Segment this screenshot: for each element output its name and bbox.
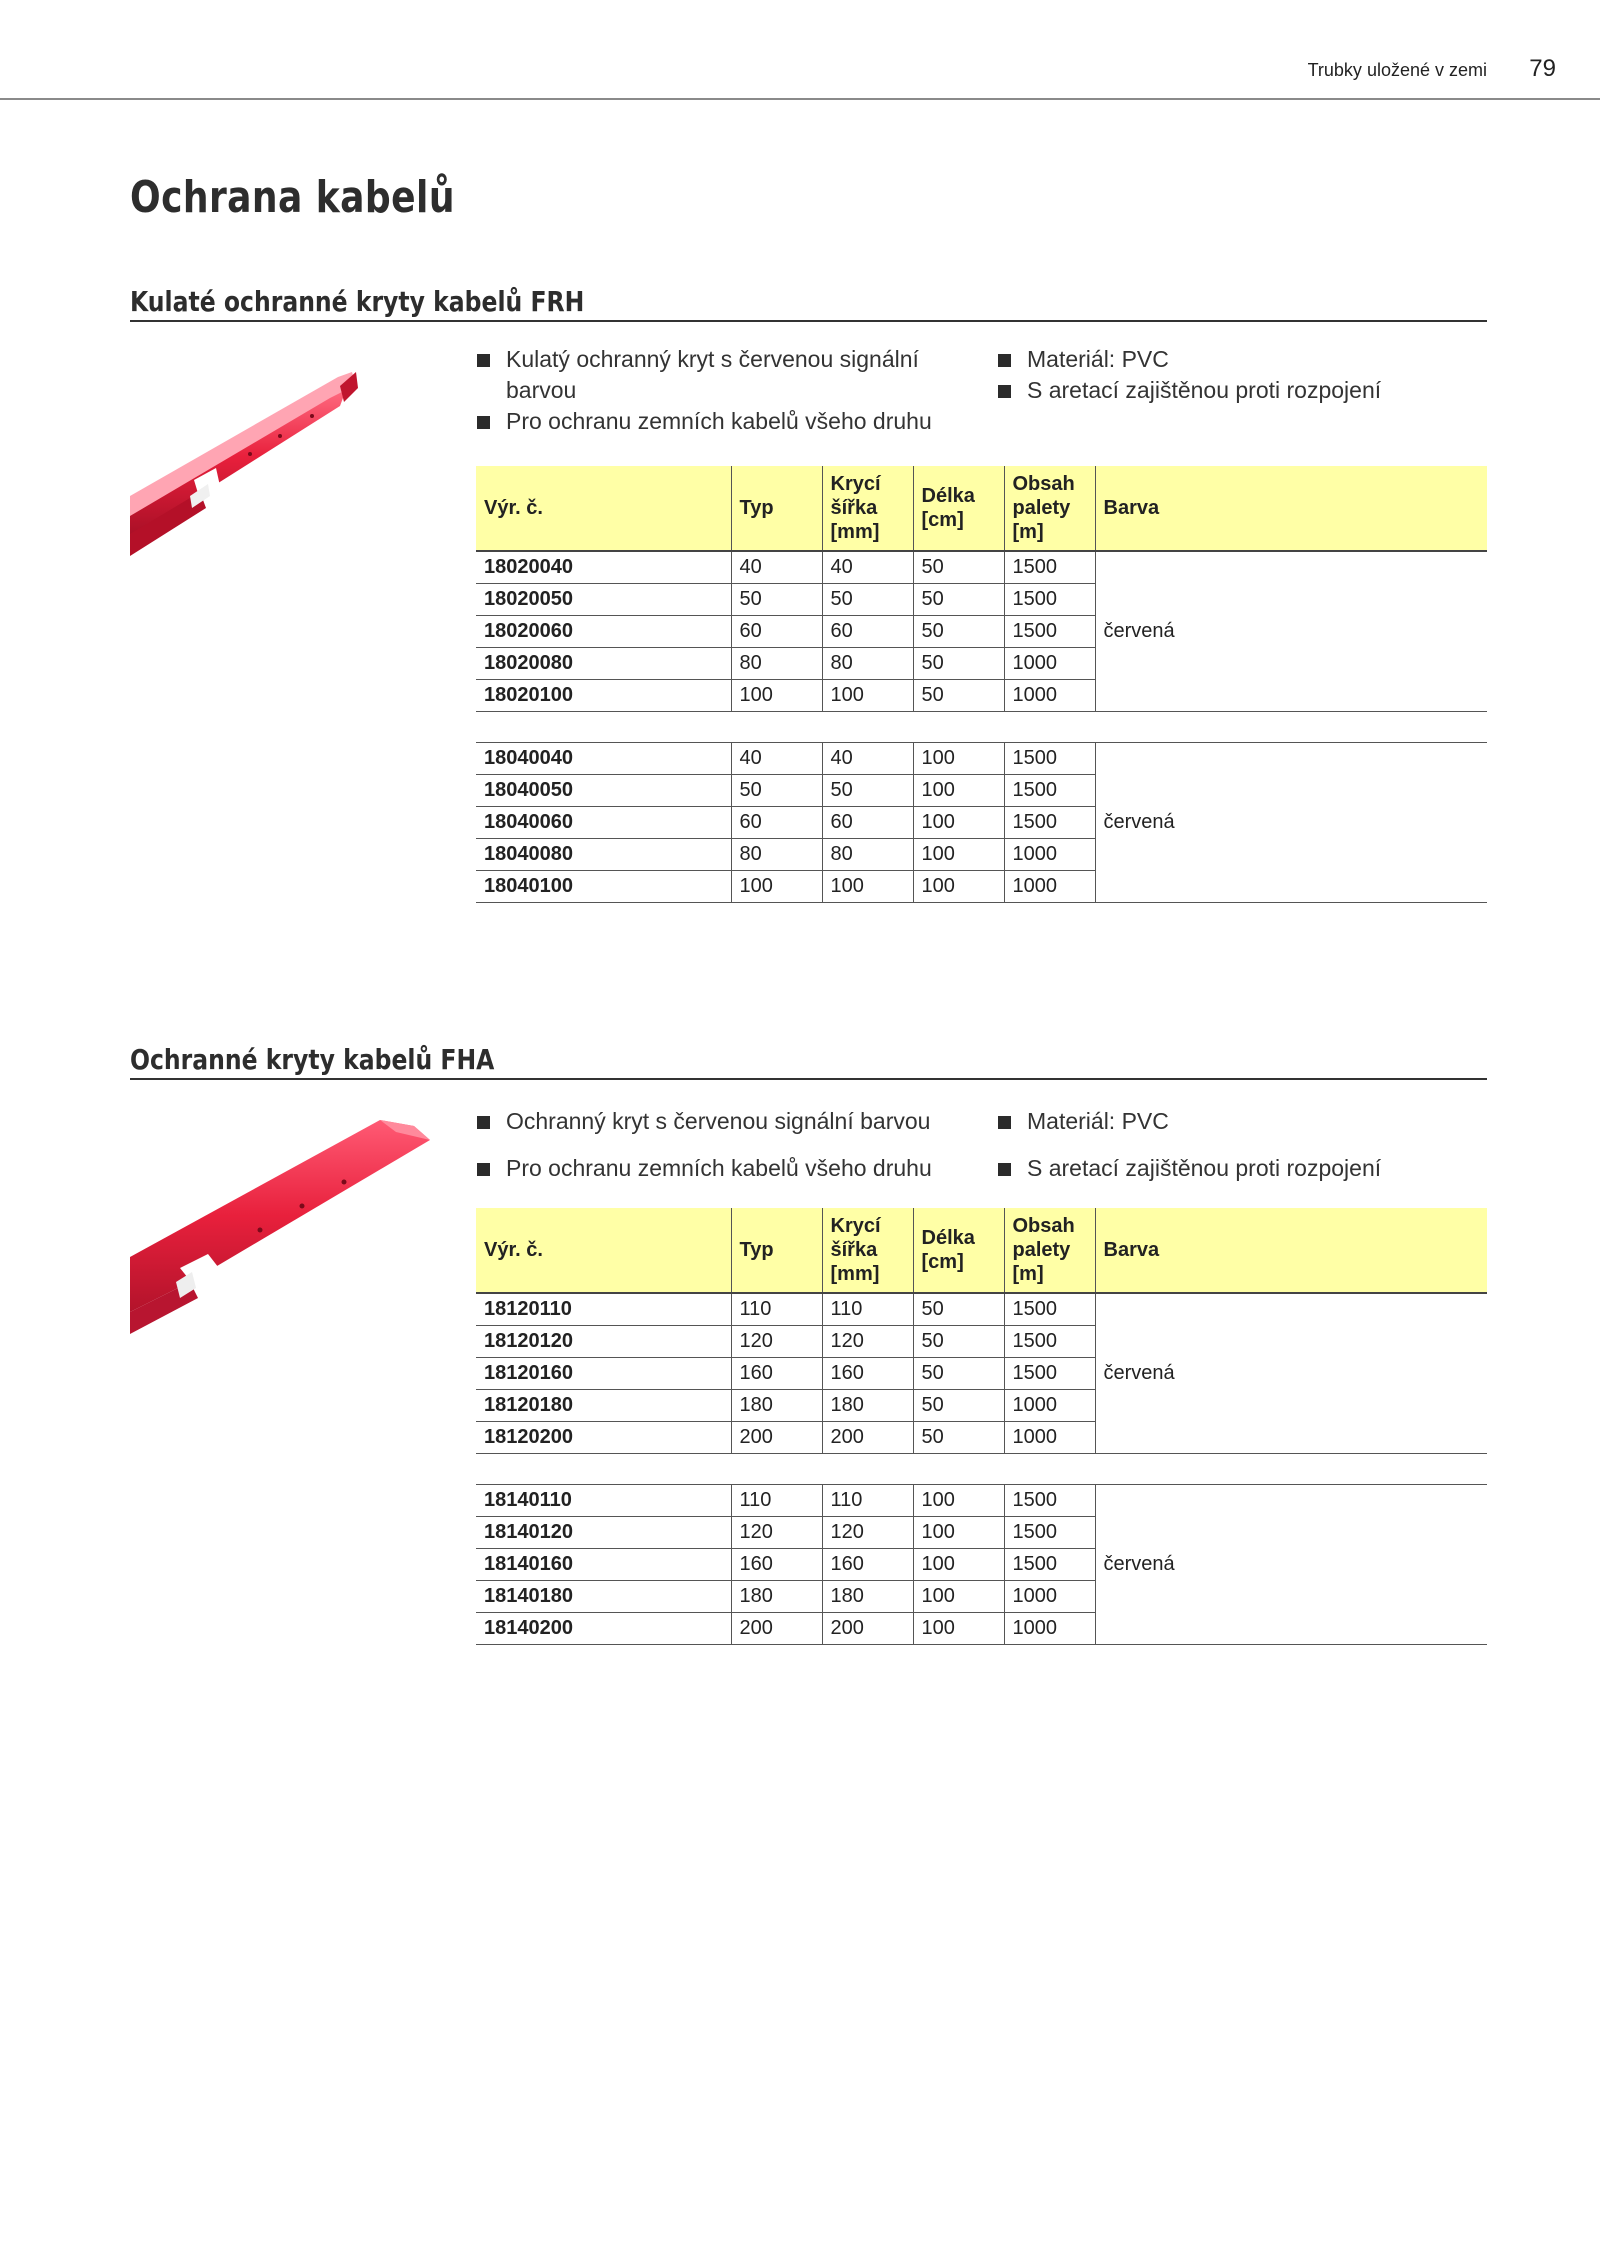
table-cell: 50 — [913, 648, 1004, 680]
table-cell: 110 — [731, 1293, 822, 1326]
table-cell: 60 — [822, 616, 913, 648]
flat-cable-cover-image — [130, 1112, 446, 1352]
table-cell: 100 — [731, 871, 822, 903]
article-number-cell: 18040050 — [476, 775, 731, 807]
table-cell: 1500 — [1004, 616, 1095, 648]
table-cell: 180 — [822, 1390, 913, 1422]
table-cell: 1500 — [1004, 743, 1095, 775]
table-cell: 100 — [913, 871, 1004, 903]
column-header: Barva — [1095, 1208, 1487, 1293]
table-cell: 60 — [731, 616, 822, 648]
table-cell: 120 — [822, 1326, 913, 1358]
section-title: Kulaté ochranné kryty kabelů FRH — [130, 282, 1487, 322]
table-cell: 40 — [822, 551, 913, 584]
table-row — [476, 1485, 1487, 1517]
table-cell: 200 — [731, 1422, 822, 1454]
feature-item: S aretací zajištěnou proti rozpojení — [997, 1153, 1507, 1184]
table-cell: 1500 — [1004, 1358, 1095, 1390]
article-number-cell: 18120120 — [476, 1326, 731, 1358]
table-cell: 50 — [913, 584, 1004, 616]
column-header: Krycí šířka [mm] — [822, 1208, 913, 1293]
page-number: 79 — [1529, 55, 1556, 82]
table-cell: 110 — [731, 1485, 822, 1517]
color-cell: červená — [1095, 743, 1487, 903]
table-cell: 200 — [822, 1422, 913, 1454]
table-cell: 120 — [731, 1326, 822, 1358]
table-cell: 1000 — [1004, 871, 1095, 903]
table-cell: 100 — [913, 743, 1004, 775]
color-cell: červená — [1095, 1293, 1487, 1454]
feature-item: Pro ochranu zemních kabelů všeho druhu — [476, 1153, 986, 1184]
table-cell: 100 — [913, 807, 1004, 839]
table-cell: 100 — [913, 1549, 1004, 1581]
table-cell: 50 — [913, 616, 1004, 648]
table-cell: 50 — [913, 1422, 1004, 1454]
table-row — [476, 1293, 1487, 1326]
article-number-cell: 18140180 — [476, 1581, 731, 1613]
color-cell: červená — [1095, 551, 1487, 712]
table-row — [476, 551, 1487, 584]
spec-table — [476, 1208, 1487, 1645]
table-cell: 1000 — [1004, 1422, 1095, 1454]
column-header: Výr. č. — [476, 1208, 731, 1293]
article-number-cell: 18120180 — [476, 1390, 731, 1422]
section-fha — [130, 1040, 1487, 1680]
table-cell: 1000 — [1004, 648, 1095, 680]
table-cell: 100 — [913, 775, 1004, 807]
table-cell: 50 — [913, 1390, 1004, 1422]
column-header: Obsah palety [m] — [1004, 1208, 1095, 1293]
table-cell: 50 — [822, 584, 913, 616]
table-cell: 200 — [822, 1613, 913, 1645]
spec-table — [476, 466, 1487, 903]
table-cell: 50 — [913, 1326, 1004, 1358]
article-number-cell: 18020040 — [476, 551, 731, 584]
table-cell: 180 — [731, 1581, 822, 1613]
page-header — [0, 0, 1600, 100]
table-header-row — [476, 1208, 1487, 1293]
article-number-cell: 18020100 — [476, 680, 731, 712]
table-cell: 80 — [822, 839, 913, 871]
color-cell: červená — [1095, 1485, 1487, 1645]
article-number-cell: 18140120 — [476, 1517, 731, 1549]
table-cell: 50 — [822, 775, 913, 807]
article-number-cell: 18040060 — [476, 807, 731, 839]
table-cell: 1000 — [1004, 680, 1095, 712]
article-number-cell: 18040100 — [476, 871, 731, 903]
article-number-cell: 18040080 — [476, 839, 731, 871]
feature-item: Materiál: PVC — [997, 1106, 1507, 1137]
table-cell: 1500 — [1004, 1326, 1095, 1358]
feature-item: Ochranný kryt s červenou signální barvou — [476, 1106, 986, 1137]
table-cell: 110 — [822, 1485, 913, 1517]
table-cell: 1500 — [1004, 807, 1095, 839]
table-cell: 160 — [731, 1549, 822, 1581]
table-cell: 1500 — [1004, 551, 1095, 584]
article-number-cell: 18140110 — [476, 1485, 731, 1517]
column-header: Typ — [731, 466, 822, 551]
table-row — [476, 743, 1487, 775]
table-cell: 40 — [822, 743, 913, 775]
article-number-cell: 18120110 — [476, 1293, 731, 1326]
column-header: Výr. č. — [476, 466, 731, 551]
table-cell: 80 — [731, 648, 822, 680]
group-spacer — [476, 1454, 1487, 1485]
table-header-row — [476, 466, 1487, 551]
column-header: Obsah palety [m] — [1004, 466, 1095, 551]
table-cell: 100 — [913, 839, 1004, 871]
table-cell: 1500 — [1004, 775, 1095, 807]
table-cell: 120 — [822, 1517, 913, 1549]
table-cell: 1500 — [1004, 584, 1095, 616]
table-cell: 50 — [913, 551, 1004, 584]
table-cell: 50 — [913, 680, 1004, 712]
feature-list — [476, 1106, 1487, 1206]
article-number-cell: 18020050 — [476, 584, 731, 616]
table-cell: 100 — [913, 1613, 1004, 1645]
table-cell: 110 — [822, 1293, 913, 1326]
feature-list — [476, 344, 1487, 444]
table-cell: 1500 — [1004, 1293, 1095, 1326]
article-number-cell: 18120160 — [476, 1358, 731, 1390]
table-body — [476, 551, 1487, 903]
feature-item: Pro ochranu zemních kabelů všeho druhu — [476, 406, 966, 437]
table-cell: 1500 — [1004, 1485, 1095, 1517]
table-cell: 60 — [822, 807, 913, 839]
section-frh — [130, 282, 1487, 922]
table-cell: 60 — [731, 807, 822, 839]
running-title: Trubky uložené v zemi — [1307, 60, 1487, 80]
table-cell: 50 — [731, 584, 822, 616]
table-cell: 40 — [731, 743, 822, 775]
column-header: Krycí šířka [mm] — [822, 466, 913, 551]
page-title: Ochrana kabelů — [130, 172, 455, 223]
table-cell: 50 — [731, 775, 822, 807]
table-cell: 120 — [731, 1517, 822, 1549]
table-cell: 100 — [731, 680, 822, 712]
table-cell: 80 — [822, 648, 913, 680]
table-cell: 160 — [822, 1549, 913, 1581]
article-number-cell: 18040040 — [476, 743, 731, 775]
table-cell: 180 — [731, 1390, 822, 1422]
table-cell: 1000 — [1004, 1390, 1095, 1422]
table-cell: 40 — [731, 551, 822, 584]
table-cell: 160 — [731, 1358, 822, 1390]
table-cell: 1500 — [1004, 1517, 1095, 1549]
article-number-cell: 18120200 — [476, 1422, 731, 1454]
article-number-cell: 18020060 — [476, 616, 731, 648]
feature-item: S aretací zajištěnou proti rozpojení — [997, 375, 1487, 406]
table-cell: 50 — [913, 1358, 1004, 1390]
table-cell: 50 — [913, 1293, 1004, 1326]
section-title: Ochranné kryty kabelů FHA — [130, 1040, 1487, 1080]
feature-item: Kulatý ochranný kryt s červenou signální barvou — [476, 344, 966, 406]
table-cell: 160 — [822, 1358, 913, 1390]
column-header: Délka [cm] — [913, 466, 1004, 551]
table-cell: 1000 — [1004, 839, 1095, 871]
column-header: Délka [cm] — [913, 1208, 1004, 1293]
table-cell: 100 — [822, 871, 913, 903]
table-cell: 200 — [731, 1613, 822, 1645]
article-number-cell: 18020080 — [476, 648, 731, 680]
article-number-cell: 18140160 — [476, 1549, 731, 1581]
article-number-cell: 18140200 — [476, 1613, 731, 1645]
table-cell: 100 — [913, 1581, 1004, 1613]
group-spacer — [476, 712, 1487, 743]
round-cable-cover-image — [130, 368, 446, 598]
table-cell: 100 — [822, 680, 913, 712]
table-cell: 1500 — [1004, 1549, 1095, 1581]
column-header: Barva — [1095, 466, 1487, 551]
table-cell: 100 — [913, 1485, 1004, 1517]
feature-item: Materiál: PVC — [997, 344, 1487, 375]
table-cell: 180 — [822, 1581, 913, 1613]
table-body — [476, 1293, 1487, 1645]
column-header: Typ — [731, 1208, 822, 1293]
table-cell: 80 — [731, 839, 822, 871]
table-cell: 100 — [913, 1517, 1004, 1549]
table-cell: 1000 — [1004, 1581, 1095, 1613]
table-cell: 1000 — [1004, 1613, 1095, 1645]
